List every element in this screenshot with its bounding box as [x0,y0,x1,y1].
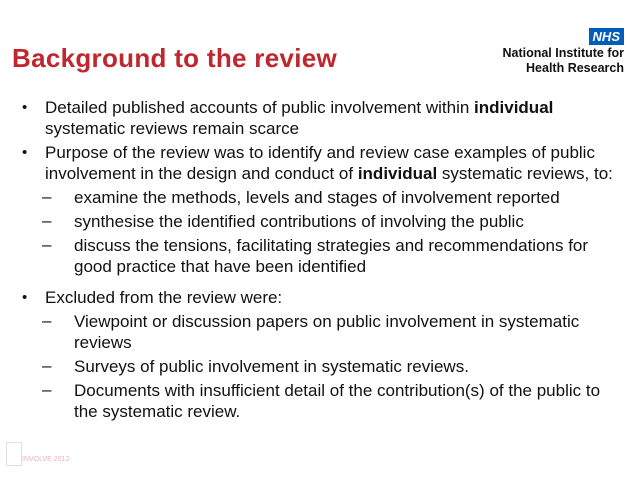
watermark-text: INVOLVE 2012 [22,456,70,463]
dash-marker-icon: – [42,380,52,399]
dash-marker-icon: – [42,311,52,330]
bullet-marker-icon: • [22,99,28,116]
nihr-logo [474,28,624,78]
bullet-item: • Detailed published accounts of public involvement within individual systematic reviews remain scarce [22,98,554,138]
sub-bullet-item: – Viewpoint or discussion papers on public involvement in systematic reviews [42,311,580,352]
dash-marker-icon: – [42,356,52,375]
bullet-item: • Purpose of the review was to identify and review case examples of public involvement in the design and conduct of individual systematic reviews, to: [22,143,613,183]
watermark-frame-icon [6,442,22,466]
bullet-marker-icon: • [22,289,28,306]
slide-title: Background to the review [12,43,338,73]
involve-watermark [6,442,76,472]
dash-marker-icon: – [42,235,52,254]
sub-bullet-item: – examine the methods, levels and stages of involvement reported [42,187,560,207]
org-name-line1: National Institute for [502,46,624,60]
emphasis-text: individual [474,98,554,117]
sub-bullet-item: – synthesise the identified contributions of involving the public [42,211,524,231]
nhs-logo-box: NHS [589,28,624,45]
slide-body [22,97,622,422]
bullet-marker-icon: • [22,144,28,161]
dash-marker-icon: – [42,187,52,206]
bullet-item: • Excluded from the review were: [22,288,283,307]
org-name-line2: Health Research [526,61,624,75]
sub-bullet-item: – Documents with insufficient detail of the contribution(s) of the public to the systematic review. [42,380,601,421]
sub-bullet-item: – discuss the tensions, facilitating strategies and recommendations for good practice that have been identified [42,235,589,276]
nihr-org-name [502,46,624,76]
emphasis-text: individual [357,164,438,183]
sub-bullet-item: – Surveys of public involvement in systematic reviews. [42,356,469,376]
dash-marker-icon: – [42,211,52,230]
